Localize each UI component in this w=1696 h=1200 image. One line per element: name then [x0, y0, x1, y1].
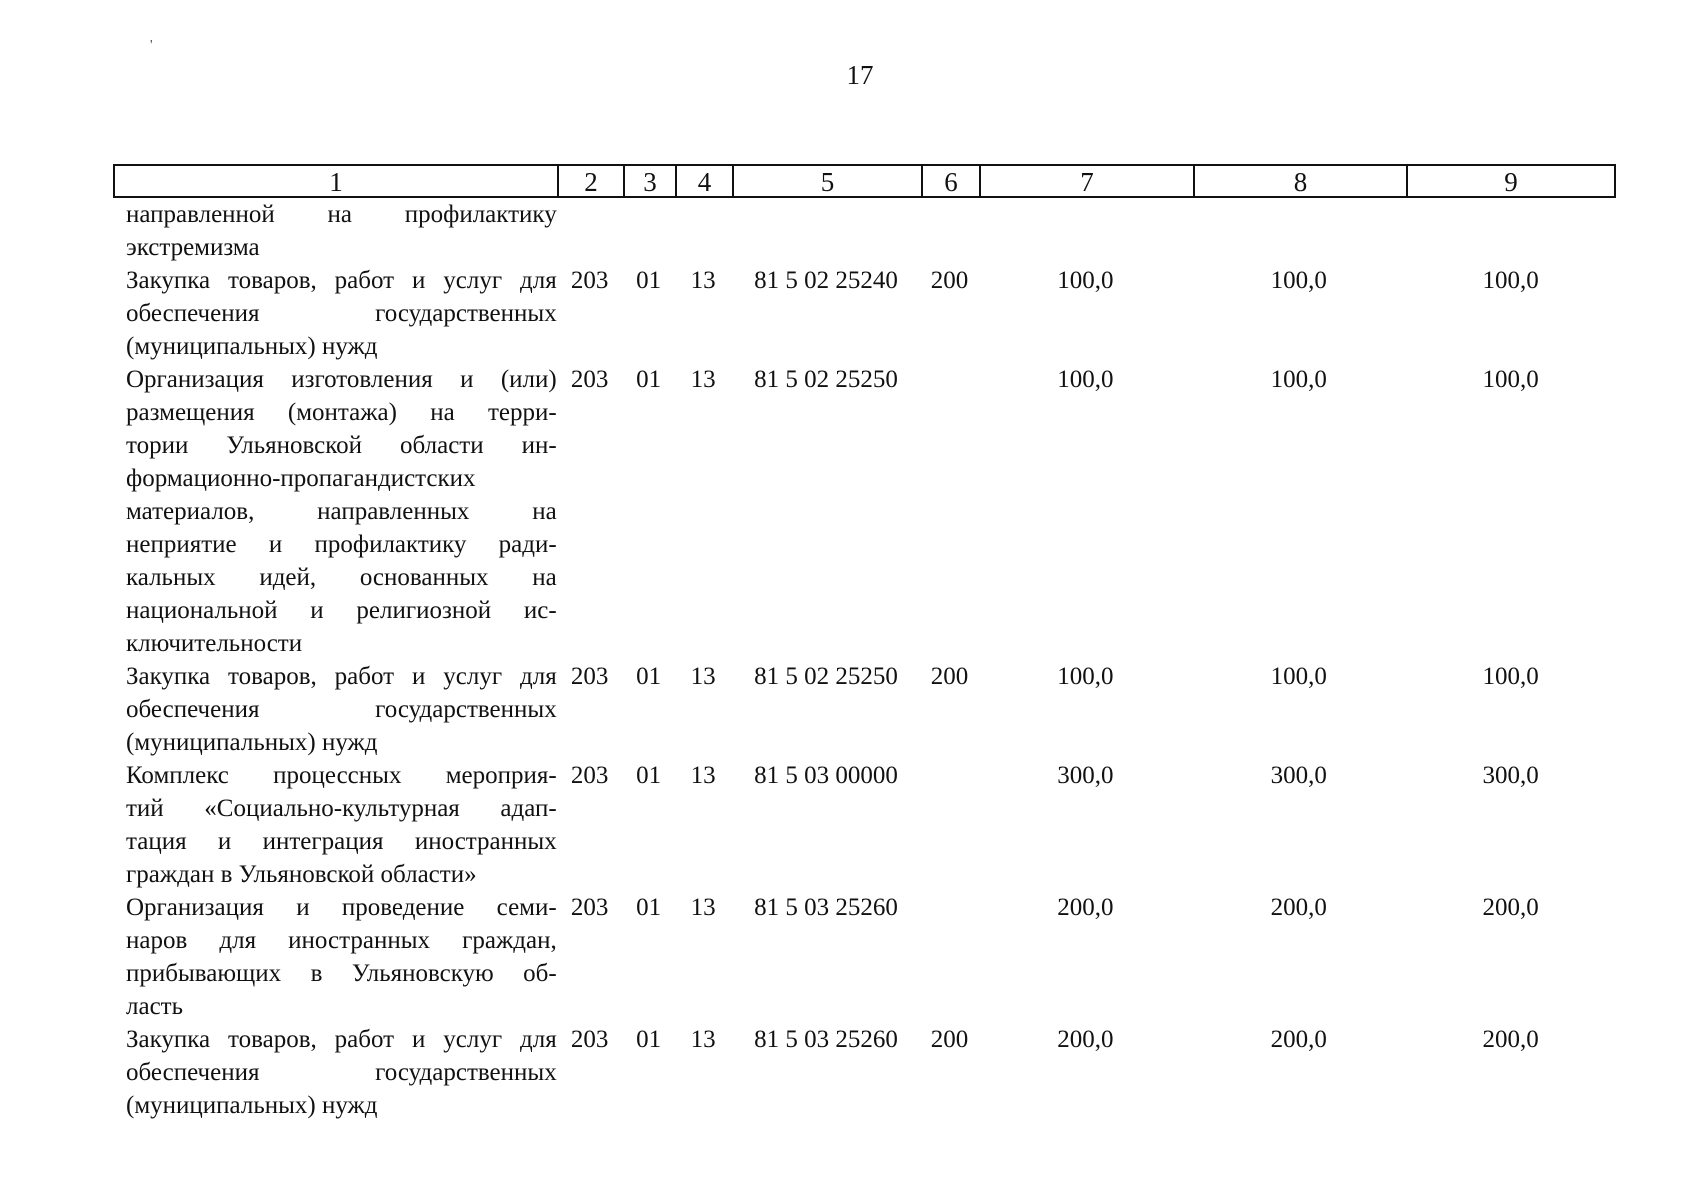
- table-row: [113, 1023, 1616, 1122]
- description-line: ласть: [126, 993, 183, 1020]
- cell-column-9: 100,0: [1482, 663, 1539, 690]
- description-line: направленной на профилактику: [126, 201, 557, 228]
- cell-column-7: 100,0: [1057, 663, 1114, 690]
- cell-column-5: 81 5 02 25240: [754, 267, 898, 294]
- row-description: [113, 660, 557, 759]
- cell-column-6: 200: [930, 267, 969, 294]
- cell-column-2: 203: [570, 267, 609, 294]
- cell-column-5: 81 5 03 25260: [754, 894, 898, 921]
- description-line: (муниципальных) нужд: [126, 1092, 378, 1119]
- description-line: ключительности: [126, 630, 303, 657]
- cell-column-2: 203: [570, 762, 609, 789]
- cell-column-5: 81 5 02 25250: [754, 663, 898, 690]
- description-line: Комплекс процессных мероприя-: [126, 762, 557, 789]
- description-line: неприятие и профилактику ради-: [126, 531, 557, 558]
- table-row: [113, 891, 1616, 1023]
- table-row: [113, 264, 1616, 363]
- cell-column-4: 13: [690, 366, 716, 393]
- cell-column-8: 100,0: [1270, 267, 1327, 294]
- description-line: тории Ульяновской области ин-: [126, 432, 557, 459]
- row-description: [113, 198, 557, 264]
- description-line: размещения (монтажа) на терри-: [126, 399, 557, 426]
- description-line: тация и интеграция иностранных: [126, 828, 557, 855]
- cell-column-4: 13: [690, 1026, 716, 1053]
- column-header-1: 1: [115, 166, 559, 196]
- description-line: экстремизма: [126, 234, 260, 261]
- description-line: Организация и проведение семи-: [126, 894, 557, 921]
- cell-column-7: 200,0: [1057, 894, 1114, 921]
- column-header-3: 3: [625, 166, 677, 196]
- description-line: Закупка товаров, работ и услуг для: [126, 1026, 557, 1053]
- cell-column-8: 100,0: [1270, 366, 1327, 393]
- description-line: наров для иностранных граждан,: [126, 927, 557, 954]
- description-line: национальной и религиозной ис-: [126, 597, 557, 624]
- table-header-row: [113, 164, 1616, 198]
- cell-column-2: 203: [570, 894, 609, 921]
- cell-column-8: 300,0: [1270, 762, 1327, 789]
- description-line: Закупка товаров, работ и услуг для: [126, 267, 557, 294]
- description-line: тий «Социально-культурная адап-: [126, 795, 557, 822]
- cell-column-2: 203: [570, 663, 609, 690]
- description-line: формационно-пропагандистских: [126, 465, 476, 492]
- row-description: [113, 1023, 557, 1122]
- table-body: [113, 198, 1616, 1122]
- row-description: [113, 759, 557, 891]
- cell-column-4: 13: [690, 663, 716, 690]
- cell-column-3: 01: [636, 267, 662, 294]
- cell-column-7: 200,0: [1057, 1026, 1114, 1053]
- cell-column-4: 13: [690, 267, 716, 294]
- description-line: обеспечения государственных: [126, 1059, 557, 1086]
- table-row: [113, 660, 1616, 759]
- description-line: Организация изготовления и (или): [126, 366, 557, 393]
- description-line: обеспечения государственных: [126, 300, 557, 327]
- description-line: материалов, направленных на: [126, 498, 557, 525]
- column-header-8: 8: [1195, 166, 1408, 196]
- cell-column-3: 01: [636, 366, 662, 393]
- description-line: граждан в Ульяновской области»: [126, 861, 477, 888]
- cell-column-4: 13: [690, 762, 716, 789]
- cell-column-2: 203: [570, 366, 609, 393]
- row-description: [113, 363, 557, 660]
- cell-column-7: 100,0: [1057, 267, 1114, 294]
- page-number: 17: [846, 60, 874, 90]
- cell-column-8: 100,0: [1270, 663, 1327, 690]
- table-row: [113, 363, 1616, 660]
- cell-column-2: 203: [570, 1026, 609, 1053]
- cell-column-9: 300,0: [1482, 762, 1539, 789]
- table-row: [113, 198, 1616, 264]
- cell-column-6: 200: [930, 1026, 969, 1053]
- description-line: обеспечения государственных: [126, 696, 557, 723]
- description-line: (муниципальных) нужд: [126, 333, 378, 360]
- table-row: [113, 759, 1616, 891]
- column-header-6: 6: [923, 166, 981, 196]
- column-header-2: 2: [559, 166, 625, 196]
- cell-column-9: 200,0: [1482, 1026, 1539, 1053]
- cell-column-5: 81 5 02 25250: [754, 366, 898, 393]
- cell-column-9: 200,0: [1482, 894, 1539, 921]
- cell-column-8: 200,0: [1270, 1026, 1327, 1053]
- cell-column-7: 100,0: [1057, 366, 1114, 393]
- column-header-7: 7: [981, 166, 1195, 196]
- cell-column-8: 200,0: [1270, 894, 1327, 921]
- cell-column-5: 81 5 03 25260: [754, 1026, 898, 1053]
- description-line: кальных идей, основанных на: [126, 564, 557, 591]
- cell-column-5: 81 5 03 00000: [754, 762, 898, 789]
- scan-mark: ': [150, 38, 153, 53]
- cell-column-7: 300,0: [1057, 762, 1114, 789]
- cell-column-9: 100,0: [1482, 366, 1539, 393]
- cell-column-3: 01: [636, 1026, 662, 1053]
- cell-column-9: 100,0: [1482, 267, 1539, 294]
- description-line: (муниципальных) нужд: [126, 729, 378, 756]
- column-header-9: 9: [1504, 167, 1518, 197]
- cell-column-6: 200: [930, 663, 969, 690]
- column-header-5: 5: [734, 166, 923, 196]
- row-description: [113, 891, 557, 1023]
- cell-column-4: 13: [690, 894, 716, 921]
- cell-column-3: 01: [636, 894, 662, 921]
- description-line: Закупка товаров, работ и услуг для: [126, 663, 557, 690]
- row-description: [113, 264, 557, 363]
- column-header-4: 4: [677, 166, 734, 196]
- cell-column-3: 01: [636, 663, 662, 690]
- cell-column-3: 01: [636, 762, 662, 789]
- description-line: прибывающих в Ульяновскую об-: [126, 960, 557, 987]
